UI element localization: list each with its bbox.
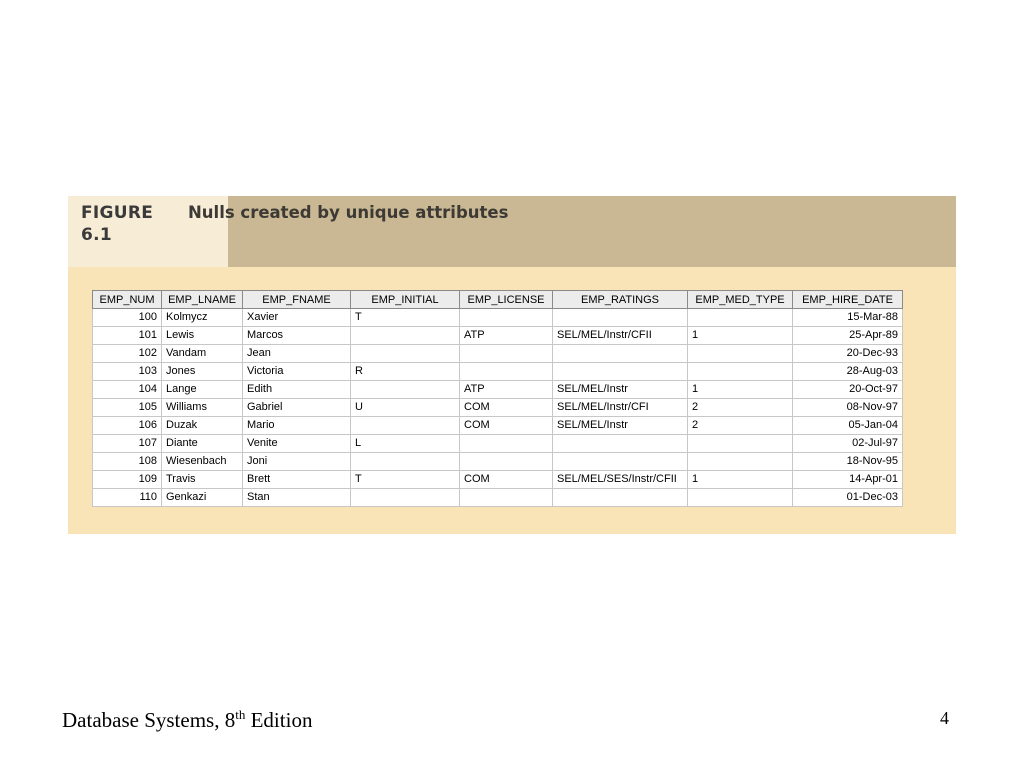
table-cell: 1 [688, 471, 793, 489]
table-cell: 20-Oct-97 [793, 381, 903, 399]
table-cell [553, 489, 688, 507]
table-cell: Genkazi [162, 489, 243, 507]
table-row [93, 453, 903, 471]
table-cell: Xavier [243, 309, 351, 327]
table-cell: SEL/MEL/Instr [553, 381, 688, 399]
figure-tab-curve [160, 196, 190, 267]
table-cell: 28-Aug-03 [793, 363, 903, 381]
table-cell [553, 435, 688, 453]
table-cell: Edith [243, 381, 351, 399]
table-cell [460, 363, 553, 381]
table-cell: 110 [93, 489, 162, 507]
table-cell: L [351, 435, 460, 453]
table-cell [460, 345, 553, 363]
table-cell: Travis [162, 471, 243, 489]
table-cell [688, 309, 793, 327]
figure-number: 6.1 [81, 225, 113, 245]
column-header: EMP_LNAME [162, 291, 243, 309]
table-cell [460, 435, 553, 453]
table-cell: SEL/MEL/Instr [553, 417, 688, 435]
table-cell [460, 309, 553, 327]
column-header: EMP_HIRE_DATE [793, 291, 903, 309]
table-cell: 2 [688, 417, 793, 435]
table-cell [553, 363, 688, 381]
table-row [93, 417, 903, 435]
table-cell: SEL/MEL/Instr/CFI [553, 399, 688, 417]
table-cell: 102 [93, 345, 162, 363]
table-cell [553, 345, 688, 363]
figure-panel [68, 196, 956, 534]
table-cell: Joni [243, 453, 351, 471]
footer-book-title [62, 708, 312, 733]
table-cell: Wiesenbach [162, 453, 243, 471]
table-cell: 08-Nov-97 [793, 399, 903, 417]
column-header: EMP_INITIAL [351, 291, 460, 309]
column-header: EMP_FNAME [243, 291, 351, 309]
table-cell: 2 [688, 399, 793, 417]
table-cell: SEL/MEL/Instr/CFII [553, 327, 688, 345]
table-row [93, 327, 903, 345]
page-number: 4 [940, 708, 949, 728]
table-cell: 108 [93, 453, 162, 471]
table-cell: 1 [688, 381, 793, 399]
footer-text-end: Edition [245, 708, 313, 732]
table-row [93, 363, 903, 381]
footer-superscript: th [235, 707, 246, 722]
table-header-row [93, 291, 903, 309]
column-header: EMP_RATINGS [553, 291, 688, 309]
table-cell: COM [460, 399, 553, 417]
table-cell: COM [460, 471, 553, 489]
table-cell: Stan [243, 489, 351, 507]
column-header: EMP_MED_TYPE [688, 291, 793, 309]
table-cell: 05-Jan-04 [793, 417, 903, 435]
table-cell: U [351, 399, 460, 417]
table-cell: 105 [93, 399, 162, 417]
table-cell: 107 [93, 435, 162, 453]
table-row [93, 489, 903, 507]
table-cell [688, 345, 793, 363]
column-header: EMP_LICENSE [460, 291, 553, 309]
table-row [93, 345, 903, 363]
table-cell: 25-Apr-89 [793, 327, 903, 345]
table-cell: 14-Apr-01 [793, 471, 903, 489]
figure-title: Nulls created by unique attributes [188, 203, 509, 222]
table-cell: 103 [93, 363, 162, 381]
table-cell: Jean [243, 345, 351, 363]
table-body [93, 309, 903, 507]
table-row [93, 381, 903, 399]
table-cell [351, 345, 460, 363]
table-cell: 101 [93, 327, 162, 345]
table-cell: Gabriel [243, 399, 351, 417]
employee-table [92, 290, 903, 507]
table-cell [351, 327, 460, 345]
table-row [93, 435, 903, 453]
table-cell: SEL/MEL/SES/Instr/CFII [553, 471, 688, 489]
table-cell [351, 489, 460, 507]
table-cell: 1 [688, 327, 793, 345]
table-cell [351, 453, 460, 471]
table-cell [460, 489, 553, 507]
table-cell [688, 435, 793, 453]
table-cell: ATP [460, 327, 553, 345]
table-cell: ATP [460, 381, 553, 399]
table-cell: 104 [93, 381, 162, 399]
table-cell: 106 [93, 417, 162, 435]
table-cell: T [351, 309, 460, 327]
table-cell [553, 453, 688, 471]
table-cell: 01-Dec-03 [793, 489, 903, 507]
table-cell [688, 489, 793, 507]
table-cell [688, 453, 793, 471]
table-cell: Vandam [162, 345, 243, 363]
table-cell: Lange [162, 381, 243, 399]
table-cell: 18-Nov-95 [793, 453, 903, 471]
table-row [93, 309, 903, 327]
table-cell [351, 381, 460, 399]
table-cell: Kolmycz [162, 309, 243, 327]
table-cell: R [351, 363, 460, 381]
table-cell [351, 417, 460, 435]
table-cell [688, 363, 793, 381]
table-cell [460, 453, 553, 471]
table-cell: T [351, 471, 460, 489]
table-cell: Diante [162, 435, 243, 453]
table-row [93, 399, 903, 417]
table-cell: Jones [162, 363, 243, 381]
table-cell: 15-Mar-88 [793, 309, 903, 327]
table-cell: Brett [243, 471, 351, 489]
table-cell: Duzak [162, 417, 243, 435]
table-cell: Venite [243, 435, 351, 453]
figure-label-word: FIGURE [81, 203, 154, 223]
table-cell: Lewis [162, 327, 243, 345]
figure-label [81, 202, 153, 246]
table-cell: 109 [93, 471, 162, 489]
table-cell [553, 309, 688, 327]
table-cell: 20-Dec-93 [793, 345, 903, 363]
column-header: EMP_NUM [93, 291, 162, 309]
table-cell: 100 [93, 309, 162, 327]
table-cell: 02-Jul-97 [793, 435, 903, 453]
table-cell: Williams [162, 399, 243, 417]
table-cell: COM [460, 417, 553, 435]
table-row [93, 471, 903, 489]
table-cell: Marcos [243, 327, 351, 345]
figure-header [68, 196, 956, 267]
table-cell: Mario [243, 417, 351, 435]
table-cell: Victoria [243, 363, 351, 381]
footer-text: Database Systems, 8 [62, 708, 236, 732]
